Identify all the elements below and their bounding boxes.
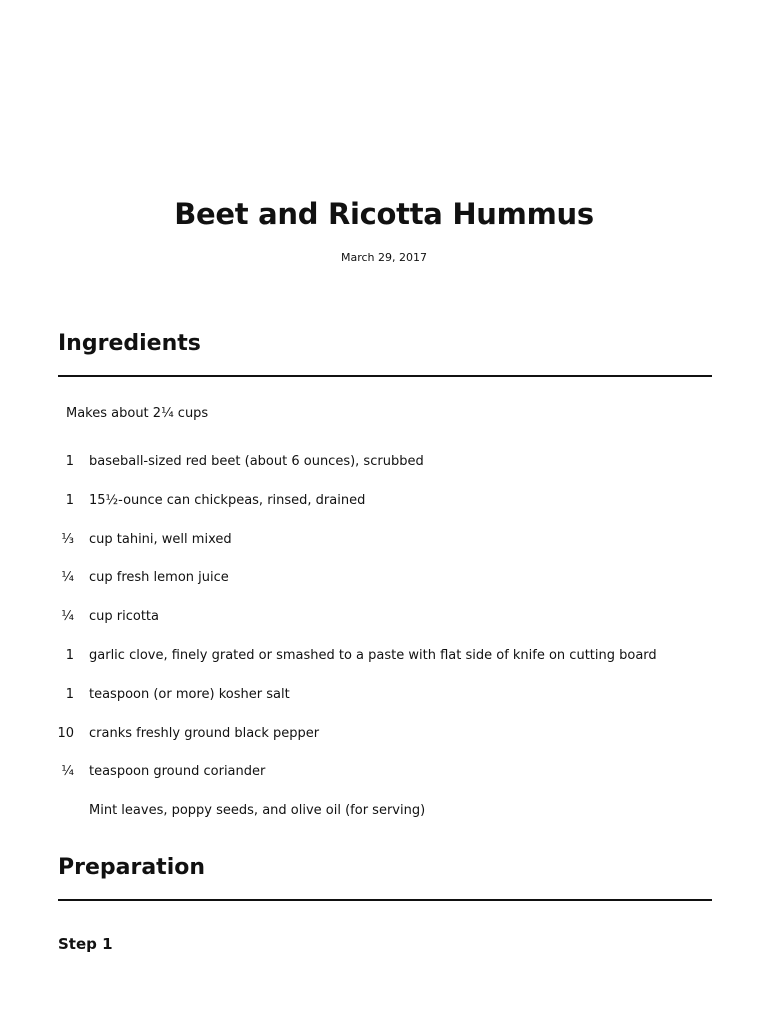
preparation-heading: Preparation [58, 855, 206, 880]
ingredient-item [0, 763, 768, 802]
ingredient-item [0, 608, 768, 647]
ingredient-quantity: 1 [65, 492, 74, 508]
ingredient-description: teaspoon ground coriander [89, 764, 266, 780]
ingredient-quantity: 1 [65, 686, 74, 702]
ingredient-quantity: ¼ [61, 570, 74, 586]
step-label: Step 1 [58, 935, 113, 953]
recipe-title: Beet and Ricotta Hummus [174, 197, 594, 231]
ingredient-quantity: ¼ [61, 764, 74, 780]
section-divider [58, 899, 712, 901]
ingredient-description: baseball-sized red beet (about 6 ounces), scrubbed [89, 454, 424, 469]
ingredient-quantity: 1 [65, 647, 74, 663]
ingredient-item [0, 802, 768, 841]
ingredient-description: cranks freshly ground black pepper [89, 725, 320, 741]
ingredient-description: cup tahini, well mixed [89, 531, 232, 547]
ingredient-description: teaspoon (or more) kosher salt [89, 686, 290, 702]
ingredient-item [0, 725, 768, 764]
ingredient-description: garlic clove, finely grated or smashed to a paste with flat side of knife on cutting board [89, 647, 657, 663]
ingredient-quantity: ⅓ [61, 531, 74, 547]
ingredient-description: Mint leaves, poppy seeds, and olive oil (for serving) [89, 803, 426, 819]
ingredient-quantity: 1 [65, 454, 74, 469]
ingredient-item [0, 453, 768, 492]
ingredient-item [0, 647, 768, 686]
ingredient-quantity: ¼ [61, 609, 74, 625]
ingredient-item [0, 569, 768, 608]
ingredient-item [0, 531, 768, 570]
publish-date: March 29, 2017 [340, 251, 427, 264]
recipe-yield: Makes about 2¼ cups [66, 406, 209, 421]
ingredient-list [0, 453, 768, 841]
ingredient-description: cup fresh lemon juice [89, 570, 229, 586]
section-divider [58, 375, 712, 377]
ingredient-description: 15½-ounce can chickpeas, rinsed, drained [89, 492, 366, 508]
ingredients-heading: Ingredients [58, 331, 201, 356]
ingredient-quantity: 10 [57, 725, 74, 741]
ingredient-item [0, 686, 768, 725]
ingredient-description: cup ricotta [89, 609, 159, 625]
ingredient-item [0, 492, 768, 531]
